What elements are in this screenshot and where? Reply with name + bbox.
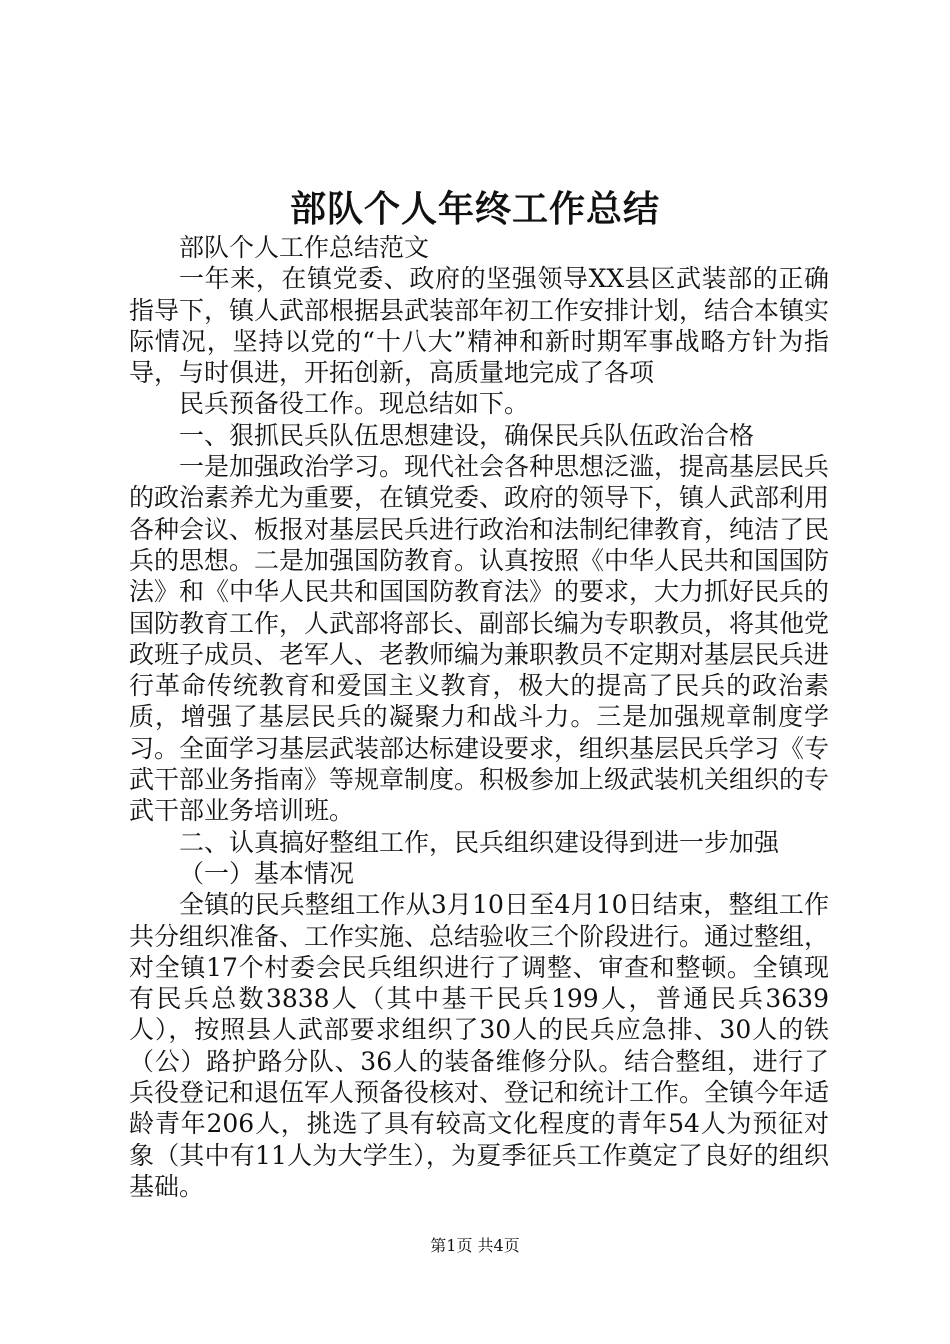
paragraph-subtitle: 部队个人工作总结范文 bbox=[179, 233, 430, 262]
page-number: 第1页 共4页 bbox=[430, 1236, 520, 1255]
paragraph-intro: 一年来，在镇党委、政府的坚强领导XX县区武装部的正确指导下，镇人武部根据县武装部年初工作安排计划，结合本镇实际情况，坚持以党的“十八大”精神和新时期军事战略方针为指导，与时俱进，开拓创新，高质量地完成了各项 bbox=[129, 264, 830, 388]
section-heading-1: 一、狠抓民兵队伍思想建设，确保民兵队伍政治合格 bbox=[179, 420, 755, 450]
paragraph-intro-continued: 民兵预备役工作。现总结如下。 bbox=[179, 389, 530, 419]
document-body bbox=[129, 232, 829, 1202]
paragraph-section-2: 全镇的民兵整组工作从3月10日至4月10日结束，整组工作共分组织准备、工作实施、总结验收三个阶段进行。通过整组，对全镇17个村委会民兵组织进行了调整、审查和整顿。全镇现有民兵总数3838人（其中基干民兵199人，普通民兵3639人），按照县人武部要求组织了30人的民兵应急排、30人的铁（公）路护路分队、36人的装备维修分队。结合整组，进行了兵役登记和退伍军人预备役核对、登记和统计工作。全镇今年适龄青年206人，挑选了具有较高文化程度的青年54人为预征对象（其中有11人为大学生），为夏季征兵工作奠定了良好的组织基础。 bbox=[129, 890, 830, 1201]
document-title: 部队个人年终工作总结 bbox=[289, 188, 660, 230]
section-heading-2: 二、认真搞好整组工作，民兵组织建设得到进一步加强 bbox=[179, 827, 780, 857]
subsection-heading-1: （一）基本情况 bbox=[179, 858, 355, 888]
paragraph-section-1: 一是加强政治学习。现代社会各种思想泛滥，提高基层民兵的政治素养尤为重要，在镇党委、政府的领导下，镇人武部利用各种会议、板报对基层民兵进行政治和法制纪律教育，纯洁了民兵的思想。二是加强国防教育。认真按照《中华人民共和国国防法》和《中华人民共和国国防教育法》的要求，大力抓好民兵的国防教育工作，人武部将部长、副部长编为专职教员，将其他党政班子成员、老军人、老教师编为兼职教员不定期对基层民兵进行革命传统教育和爱国主义教育，极大的提高了民兵的政治素质，增强了基层民兵的凝聚力和战斗力。三是加强规章制度学习。全面学习基层武装部达标建设要求，组织基层民兵学习《专武干部业务指南》等规章制度。积极参加上级武装机关组织的专武干部业务培训班。 bbox=[129, 452, 830, 826]
